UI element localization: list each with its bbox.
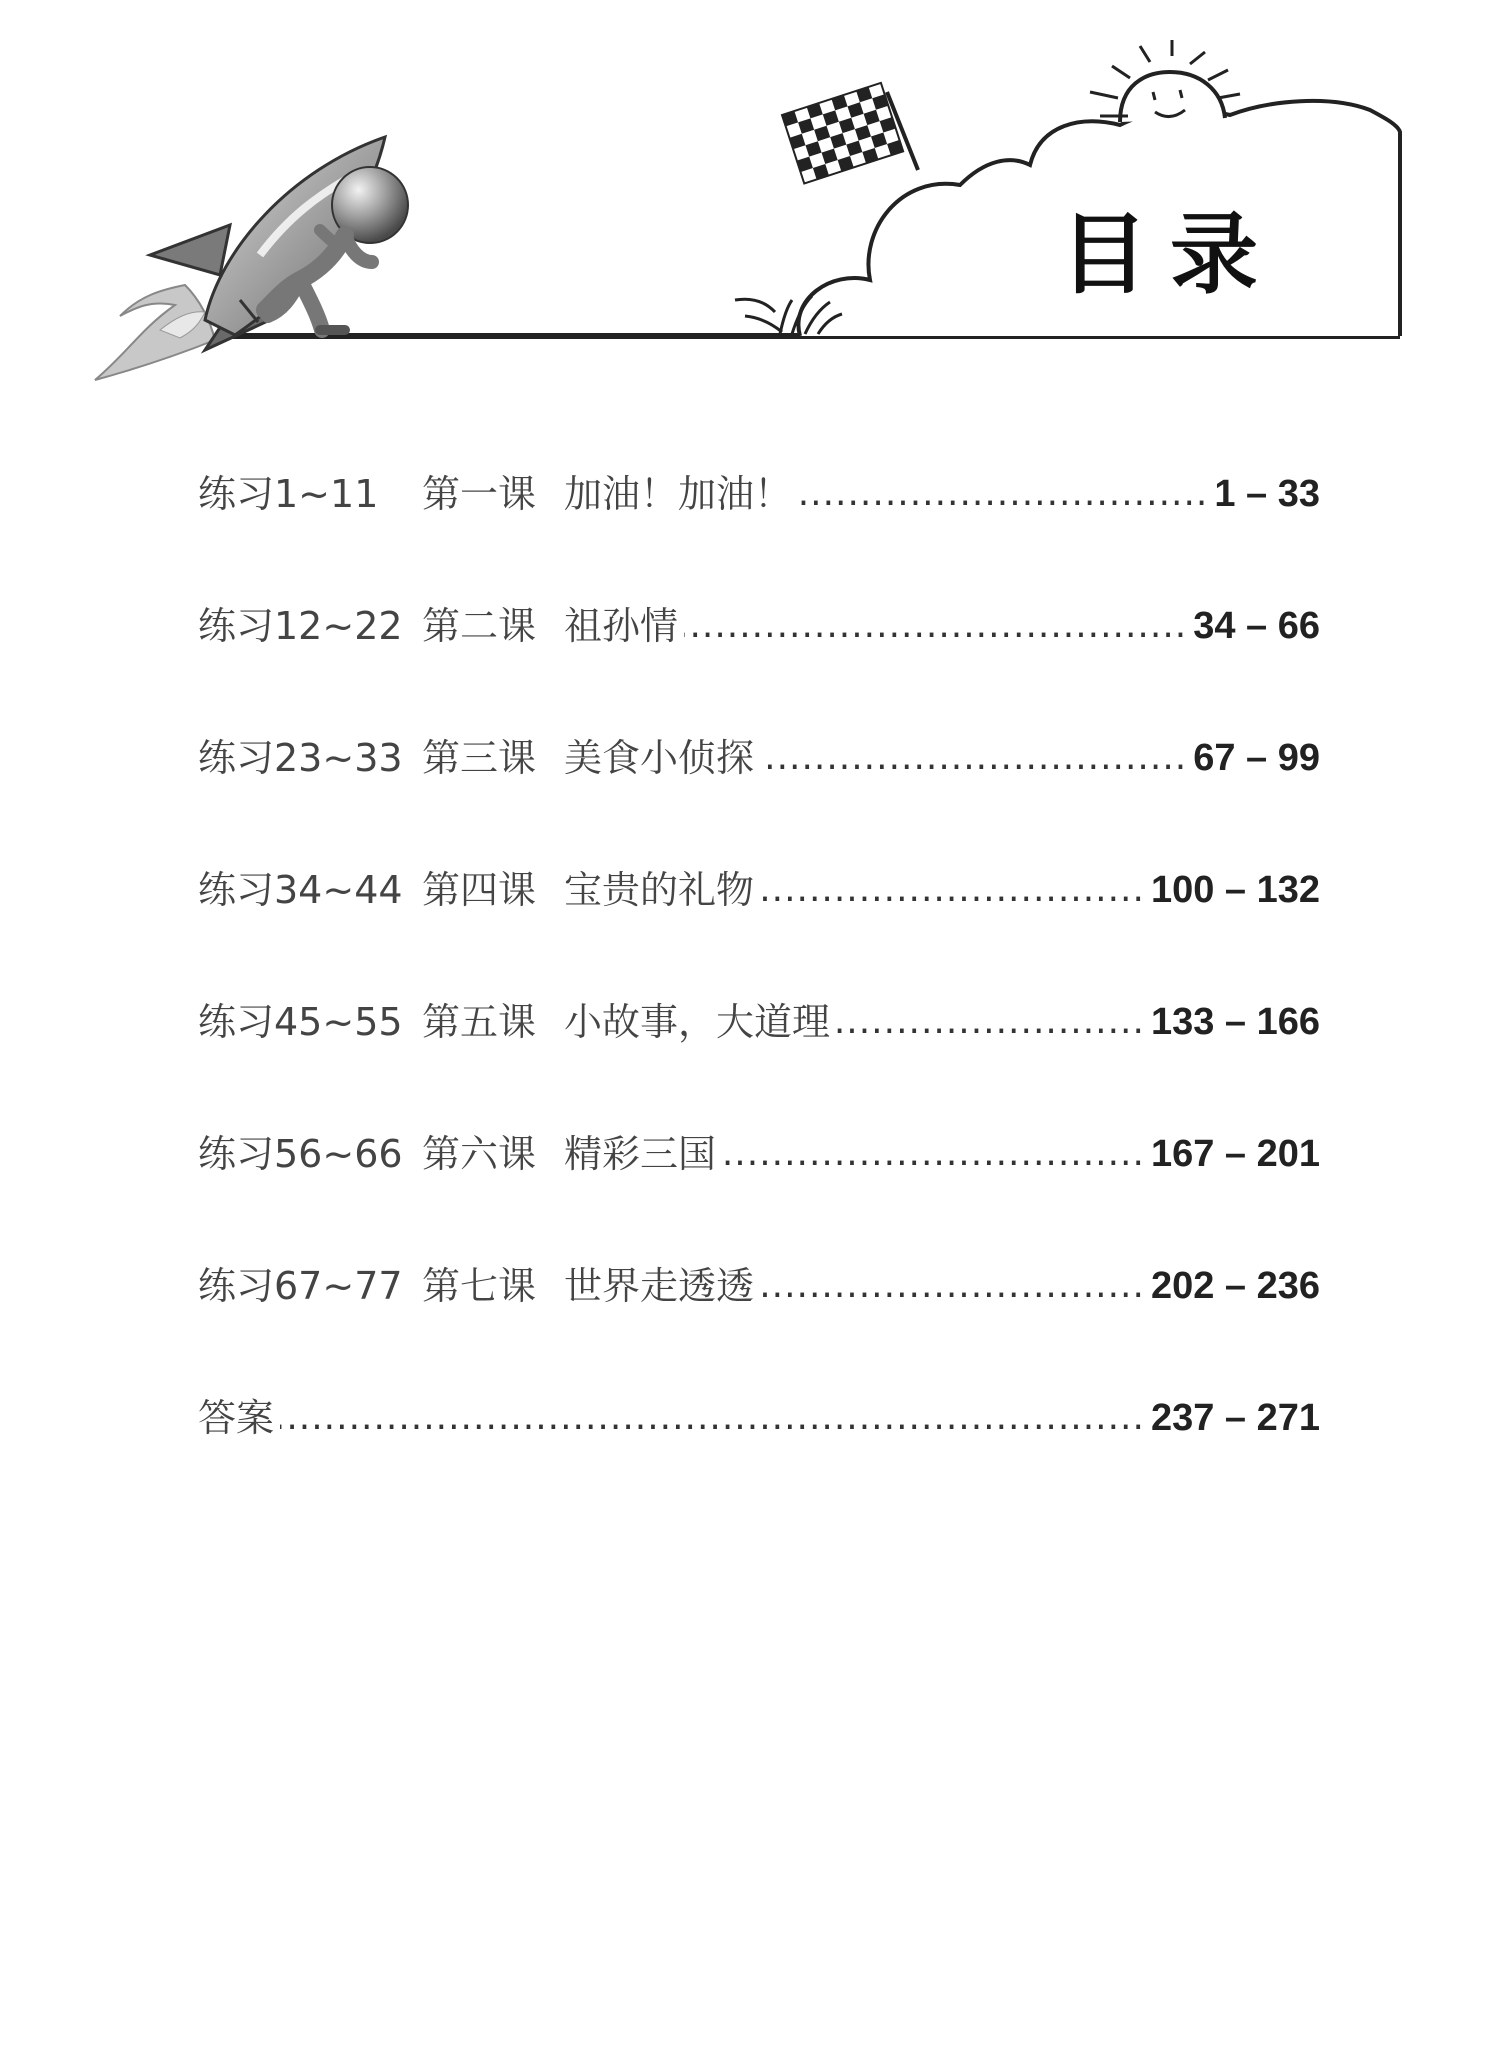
toc-entry[interactable] xyxy=(198,854,1320,986)
lesson-number: 第五课 xyxy=(422,1000,537,1044)
page-range: 202 – 236 xyxy=(1150,1265,1320,1307)
answers-label: 答案 xyxy=(198,1396,275,1440)
rocket-character-illustration xyxy=(95,137,408,380)
dot-leader xyxy=(280,1382,1145,1454)
lesson-title: 美食小侦探 xyxy=(564,736,755,780)
toc-entry[interactable] xyxy=(198,986,1320,1118)
lesson-title: 世界走透透 xyxy=(564,1264,755,1308)
page-range: 1 – 33 xyxy=(1214,473,1320,515)
page-range: 167 – 201 xyxy=(1150,1133,1320,1175)
lesson-number: 第一课 xyxy=(422,472,537,516)
lesson-number: 第三课 xyxy=(422,736,537,780)
lesson-number: 第七课 xyxy=(422,1264,537,1308)
toc-entry[interactable] xyxy=(198,590,1320,722)
sun-icon xyxy=(1090,40,1240,122)
lesson-title: 加油！加油！ xyxy=(564,472,793,516)
table-of-contents xyxy=(198,458,1320,1514)
dot-leader xyxy=(760,722,1187,794)
exercise-range: 练习56~66 xyxy=(198,1132,403,1176)
page-range: 67 – 99 xyxy=(1193,737,1320,779)
dot-leader xyxy=(760,1250,1145,1322)
exercise-range: 练习67~77 xyxy=(198,1264,403,1308)
page-title: 目录 xyxy=(1060,203,1281,306)
toc-entry-answers[interactable] xyxy=(198,1382,1320,1514)
page-range: 100 – 132 xyxy=(1150,869,1320,911)
lesson-title: 精彩三国 xyxy=(564,1132,717,1176)
page-range: 237 – 271 xyxy=(1150,1397,1320,1439)
exercise-range: 练习34~44 xyxy=(198,868,403,912)
toc-entry[interactable] xyxy=(198,722,1320,854)
toc-entry[interactable] xyxy=(198,1118,1320,1250)
exercise-range: 练习23~33 xyxy=(198,736,403,780)
dot-leader xyxy=(798,458,1208,530)
exercise-range: 练习12~22 xyxy=(198,604,403,648)
page-range: 34 – 66 xyxy=(1193,605,1320,647)
lesson-title: 宝贵的礼物 xyxy=(564,868,755,912)
checkered-flag-icon xyxy=(782,83,918,184)
lesson-title: 祖孙情 xyxy=(564,604,679,648)
lesson-number: 第六课 xyxy=(422,1132,537,1176)
toc-entry[interactable] xyxy=(198,1250,1320,1382)
page-range: 133 – 166 xyxy=(1150,1001,1320,1043)
exercise-range: 练习45~55 xyxy=(198,1000,403,1044)
exercise-range: 练习1~11 xyxy=(198,472,379,516)
dot-leader xyxy=(760,854,1145,926)
dot-leader xyxy=(836,986,1145,1058)
toc-entry[interactable] xyxy=(198,458,1320,590)
lesson-title: 小故事，大道理 xyxy=(564,1000,831,1044)
dot-leader xyxy=(722,1118,1145,1190)
dot-leader xyxy=(684,590,1187,662)
lesson-number: 第二课 xyxy=(422,604,537,648)
lesson-number: 第四课 xyxy=(422,868,537,912)
